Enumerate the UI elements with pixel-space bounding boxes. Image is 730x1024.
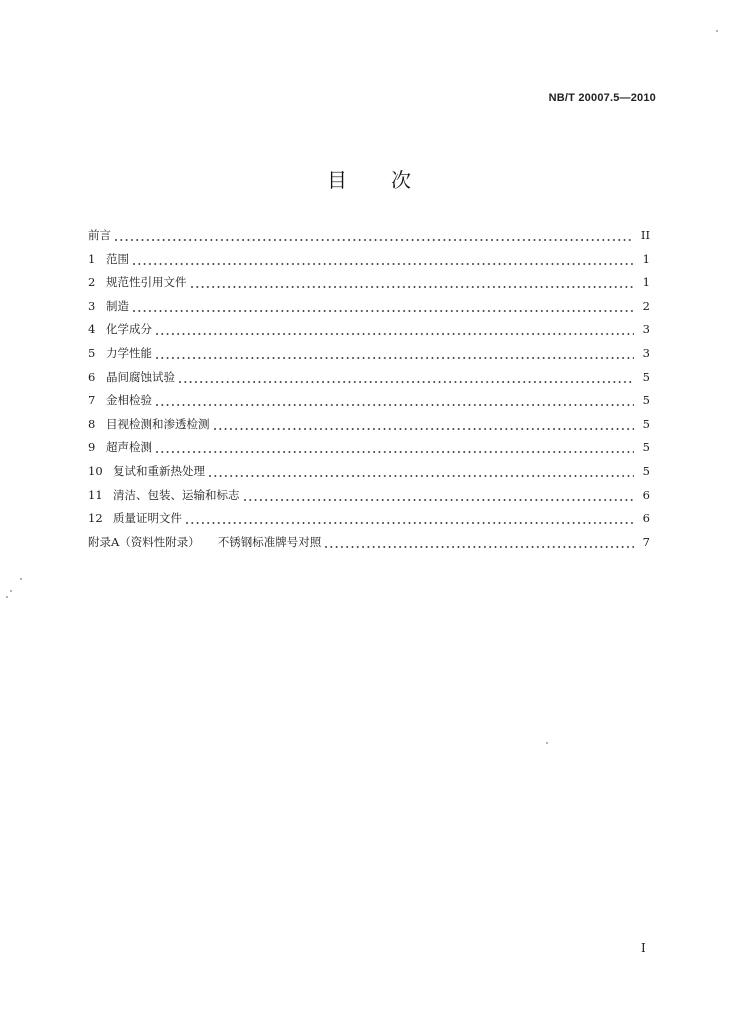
toc-entry-page: 5: [642, 416, 650, 431]
appendix-label: 附录A（资料性附录）: [88, 534, 200, 549]
toc-entry: [88, 366, 650, 390]
dot-leader: [115, 224, 634, 248]
toc-entry-page: 1: [642, 275, 650, 290]
toc-entry-title: 晶间腐蚀试验: [106, 369, 175, 384]
dot-leader: [179, 366, 634, 390]
toc-entry: [88, 271, 650, 295]
toc-entry: [88, 507, 650, 531]
toc-entry: [88, 248, 650, 272]
toc-entry-page: 6: [642, 487, 650, 502]
toc-entry-title: 规范性引用文件: [106, 275, 187, 290]
scan-speck: [546, 742, 548, 744]
toc-entry-page: II: [640, 228, 650, 242]
dot-leader: [186, 507, 634, 531]
toc-entry-page: 2: [642, 298, 650, 313]
toc-entry-appendix: [88, 531, 650, 555]
scan-speck: [20, 578, 22, 580]
toc-entry-number: 7: [88, 393, 96, 408]
dot-leader: [156, 318, 634, 342]
dot-leader: [325, 531, 634, 555]
toc-entry-page: 5: [642, 393, 650, 408]
page-title: 目 次: [327, 168, 423, 192]
toc-entry-number: 8: [88, 416, 96, 431]
scan-speck: [716, 30, 718, 32]
dot-leader: [156, 342, 634, 366]
toc-entry: [88, 295, 650, 319]
toc-entry-number: 4: [88, 322, 96, 337]
toc-entry-page: 5: [642, 440, 650, 455]
toc-entry-page: 6: [642, 511, 650, 526]
toc-entry-title: 金相检验: [106, 393, 152, 408]
scan-speck: [6, 596, 8, 598]
page-number: I: [641, 941, 646, 955]
toc-entry-title: 复试和重新热处理: [113, 463, 205, 478]
toc-entry-number: 12: [88, 511, 103, 526]
toc-entry-title: 清洁、包装、运输和标志: [113, 487, 240, 502]
toc-entry-title: 不锈钢标准牌号对照: [217, 534, 322, 549]
scan-speck: [10, 590, 12, 592]
dot-leader: [214, 413, 635, 437]
toc-entry-title: 超声检测: [106, 440, 152, 455]
toc-entry-page: 7: [642, 534, 650, 549]
toc-entry: [88, 436, 650, 460]
dot-leader: [209, 460, 634, 484]
dot-leader: [191, 271, 635, 295]
dot-leader: [156, 389, 634, 413]
toc-entry-number: 10: [88, 463, 103, 478]
toc-entry-page: 3: [642, 322, 650, 337]
toc-entry-title: 化学成分: [106, 322, 152, 337]
dot-leader: [156, 436, 634, 460]
toc-entry: [88, 389, 650, 413]
toc-entry-title: 力学性能: [106, 345, 152, 360]
toc-entry: [88, 342, 650, 366]
toc-entry-title: 前言: [88, 228, 111, 242]
toc-entry: [88, 484, 650, 508]
toc-entry-title: 制造: [106, 298, 129, 313]
dot-leader: [133, 248, 634, 272]
toc-entry-number: 2: [88, 275, 96, 290]
toc-entry-number: 5: [88, 345, 96, 360]
toc-entry: [88, 460, 650, 484]
dot-leader: [244, 484, 635, 508]
toc-entry-title: 质量证明文件: [113, 511, 182, 526]
toc-entry-number: 11: [88, 487, 103, 502]
toc-entry: [88, 413, 650, 437]
toc-entry-title: 目视检测和渗透检测: [106, 416, 210, 431]
table-of-contents: [88, 224, 650, 554]
dot-leader: [133, 295, 634, 319]
toc-entry-number: 9: [88, 440, 96, 455]
toc-entry-title: 范围: [106, 251, 129, 266]
toc-entry-number: 6: [88, 369, 96, 384]
toc-entry-number: 1: [88, 251, 96, 266]
toc-entry: [88, 318, 650, 342]
document-number: NB/T 20007.5—2010: [548, 92, 656, 104]
toc-entry-page: 1: [642, 251, 650, 266]
toc-entry-page: 5: [642, 463, 650, 478]
toc-entry-page: 3: [642, 345, 650, 360]
toc-entry: [88, 224, 650, 248]
toc-entry-page: 5: [642, 369, 650, 384]
toc-entry-number: 3: [88, 298, 96, 313]
